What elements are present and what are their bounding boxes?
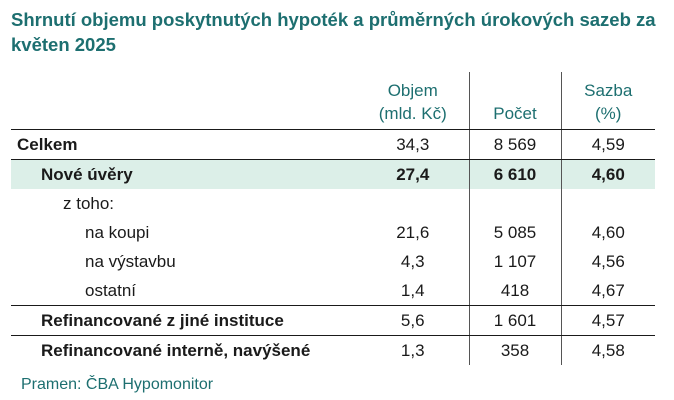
row-pocet: 358 bbox=[469, 336, 561, 366]
row-label: na koupi bbox=[85, 223, 150, 242]
row-sazba: 4,60 bbox=[591, 223, 625, 242]
row-sazba bbox=[561, 189, 655, 218]
row-label: Refinancované interně, navýšené bbox=[41, 341, 311, 360]
table-header-row bbox=[11, 72, 655, 130]
row-sazba: 4,60 bbox=[561, 160, 655, 190]
row-pocet: 1 601 bbox=[469, 306, 561, 336]
row-pocet bbox=[469, 189, 561, 218]
row-objem: 1,4 bbox=[357, 276, 469, 306]
row-objem: 27,4 bbox=[357, 160, 469, 190]
table-row-na-koupi bbox=[11, 218, 655, 247]
row-pocet: 418 bbox=[469, 276, 561, 306]
header-sazba bbox=[561, 72, 655, 130]
header-objem-line2: (mld. Kč) bbox=[378, 104, 447, 123]
table-row-refinancovane-jine bbox=[11, 306, 655, 336]
table-row-na-vystavbu bbox=[11, 247, 655, 276]
header-sazba-line2: (%) bbox=[595, 104, 622, 123]
row-objem: 34,3 bbox=[357, 130, 469, 160]
row-label: na výstavbu bbox=[85, 252, 176, 271]
row-sazba: 4,59 bbox=[561, 130, 655, 160]
table-row-ostatni bbox=[11, 276, 655, 306]
mortgage-summary-table bbox=[11, 72, 655, 365]
row-sazba: 4,67 bbox=[561, 276, 655, 306]
row-label: Celkem bbox=[11, 130, 357, 160]
row-objem: 4,3 bbox=[357, 247, 469, 276]
row-label: Refinancované z jiné instituce bbox=[11, 306, 357, 336]
header-label bbox=[11, 72, 357, 130]
header-objem-line1: Objem bbox=[387, 81, 438, 100]
table-row-nove-uvery bbox=[11, 160, 655, 190]
row-pocet: 1 107 bbox=[469, 247, 561, 276]
row-label: ostatní bbox=[11, 276, 357, 306]
row-objem: 5,6 bbox=[357, 306, 469, 336]
header-pocet: Počet bbox=[469, 72, 561, 130]
row-pocet: 6 610 bbox=[469, 160, 561, 190]
header-sazba-line1: Sazba bbox=[584, 81, 633, 100]
row-pocet: 5 085 bbox=[469, 218, 561, 247]
row-label: Nové úvěry bbox=[11, 160, 357, 190]
row-sazba: 4,56 bbox=[591, 252, 625, 271]
table-row-z-toho bbox=[11, 189, 655, 218]
table-row-refinancovane-interne bbox=[11, 336, 655, 366]
page-title: Shrnutí objemu poskytnutých hypoték a průměrných úrokových sazeb za květen 2025 bbox=[11, 9, 656, 55]
row-label: z toho: bbox=[63, 194, 115, 213]
row-sazba: 4,57 bbox=[561, 306, 655, 336]
row-sazba: 4,58 bbox=[591, 341, 625, 360]
row-objem: 21,6 bbox=[357, 218, 469, 247]
row-objem bbox=[357, 189, 469, 218]
source-note: Pramen: ČBA Hypomonitor bbox=[21, 376, 214, 393]
row-objem: 1,3 bbox=[357, 336, 469, 366]
table-row-celkem bbox=[11, 130, 655, 160]
row-pocet: 8 569 bbox=[469, 130, 561, 160]
header-objem bbox=[357, 72, 469, 130]
